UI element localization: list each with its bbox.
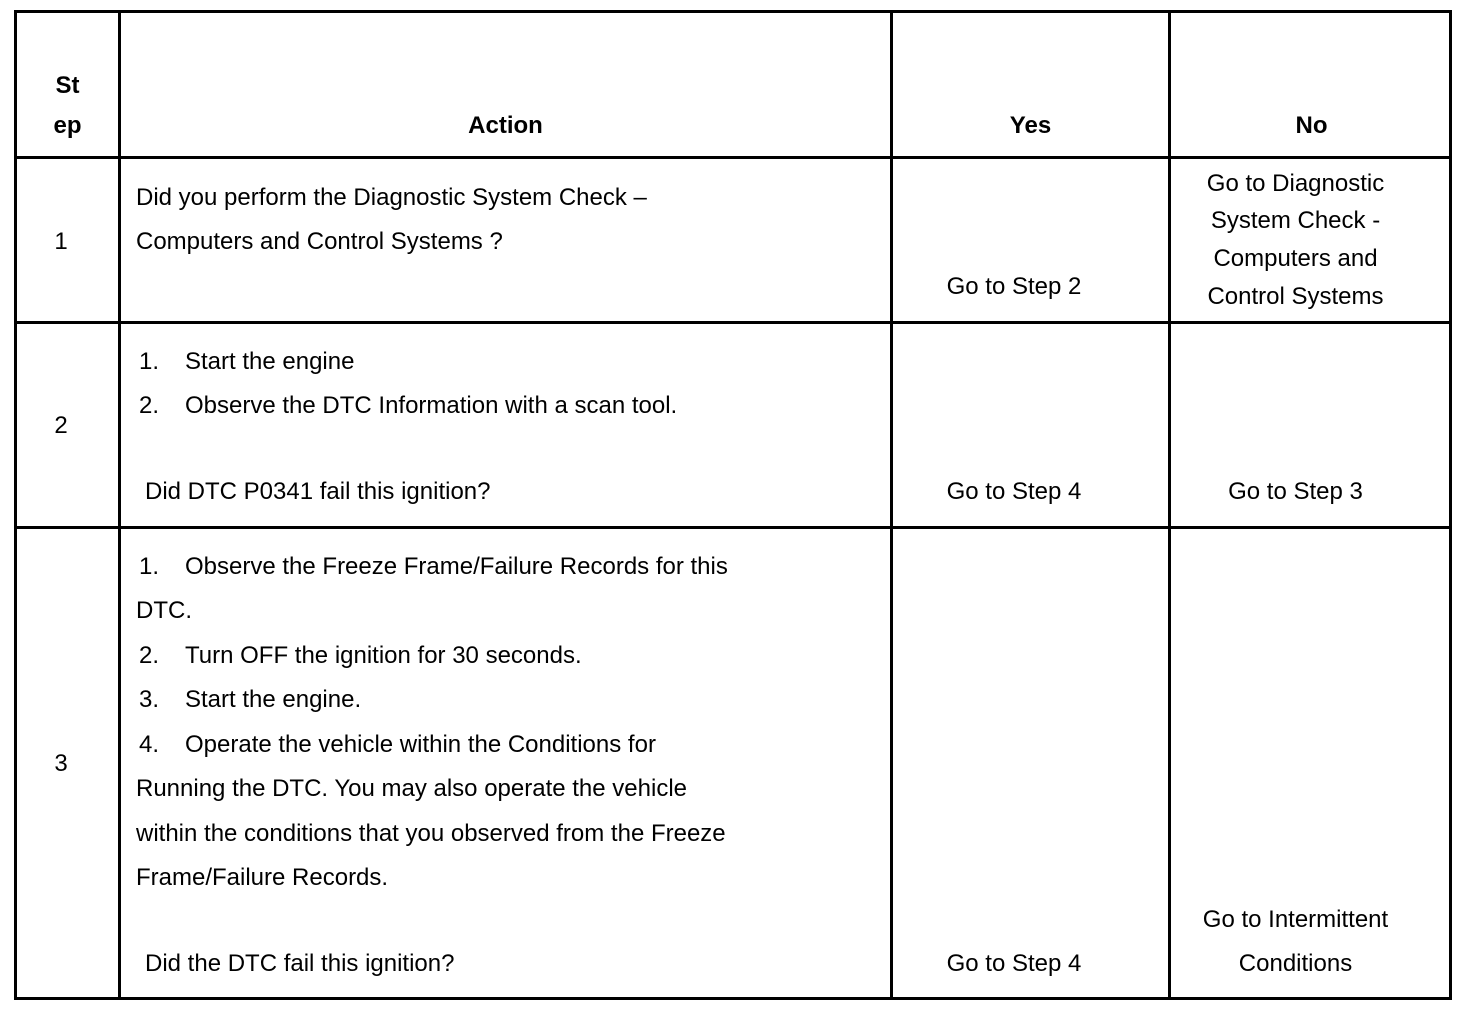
row-2-yes: Go to Step 4	[946, 478, 1082, 505]
row-2-item-number: 1.	[139, 348, 160, 375]
row-3-item-text: Operate the vehicle within the Conditions for	[185, 731, 656, 758]
row-1-action-line: Computers and Control Systems ?	[136, 228, 503, 255]
row-1-no-line: System Check -	[1210, 207, 1381, 234]
row-divider	[17, 321, 1449, 324]
row-3-item-continuation: DTC.	[136, 597, 192, 624]
row-2-item-text: Observe the DTC Information with a scan tool.	[185, 392, 678, 419]
row-3-item-number: 1.	[139, 553, 160, 580]
row-2-question: Did DTC P0341 fail this ignition?	[145, 478, 491, 505]
header-no: No	[1295, 112, 1328, 139]
row-3-item-continuation: within the conditions that you observed from the Freeze	[136, 820, 726, 847]
header-action: Action	[468, 112, 543, 139]
row-3-question: Did the DTC fail this ignition?	[145, 950, 455, 977]
row-3-item-number: 2.	[139, 642, 160, 669]
row-3-step: 3	[54, 750, 68, 777]
diagnostic-table	[14, 10, 1452, 1000]
row-2-item-text: Start the engine	[185, 348, 355, 375]
row-3-item-text: Start the engine.	[185, 686, 362, 713]
row-1-no-line: Computers and	[1213, 245, 1378, 272]
row-3-item-text: Observe the Freeze Frame/Failure Records for this	[185, 553, 728, 580]
row-1-no-line: Go to Diagnostic	[1206, 170, 1385, 197]
row-3-item-text: Turn OFF the ignition for 30 seconds.	[185, 642, 582, 669]
row-2-step: 2	[54, 412, 68, 439]
row-3-no-line: Go to Intermittent	[1202, 906, 1389, 933]
row-2-no: Go to Step 3	[1228, 478, 1363, 505]
header-step-line2: ep	[53, 112, 82, 139]
row-divider	[17, 526, 1449, 529]
row-3-item-number: 3.	[139, 686, 160, 713]
row-1-action-line: Did you perform the Diagnostic System Check –	[136, 184, 647, 211]
header-yes: Yes	[1009, 112, 1052, 139]
row-1-yes: Go to Step 2	[946, 273, 1082, 300]
row-2-item-number: 2.	[139, 392, 160, 419]
row-3-item-continuation: Running the DTC. You may also operate the vehicle	[136, 775, 688, 802]
row-3-item-continuation: Frame/Failure Records.	[136, 864, 389, 891]
row-3-yes: Go to Step 4	[946, 950, 1082, 977]
column-divider	[118, 13, 121, 997]
header-step-line1: St	[55, 72, 80, 99]
row-3-no-line: Conditions	[1238, 950, 1353, 977]
row-3-item-number: 4.	[139, 731, 160, 758]
row-divider	[17, 156, 1449, 159]
row-1-step: 1	[54, 228, 68, 255]
row-1-no-line: Control Systems	[1207, 283, 1384, 310]
